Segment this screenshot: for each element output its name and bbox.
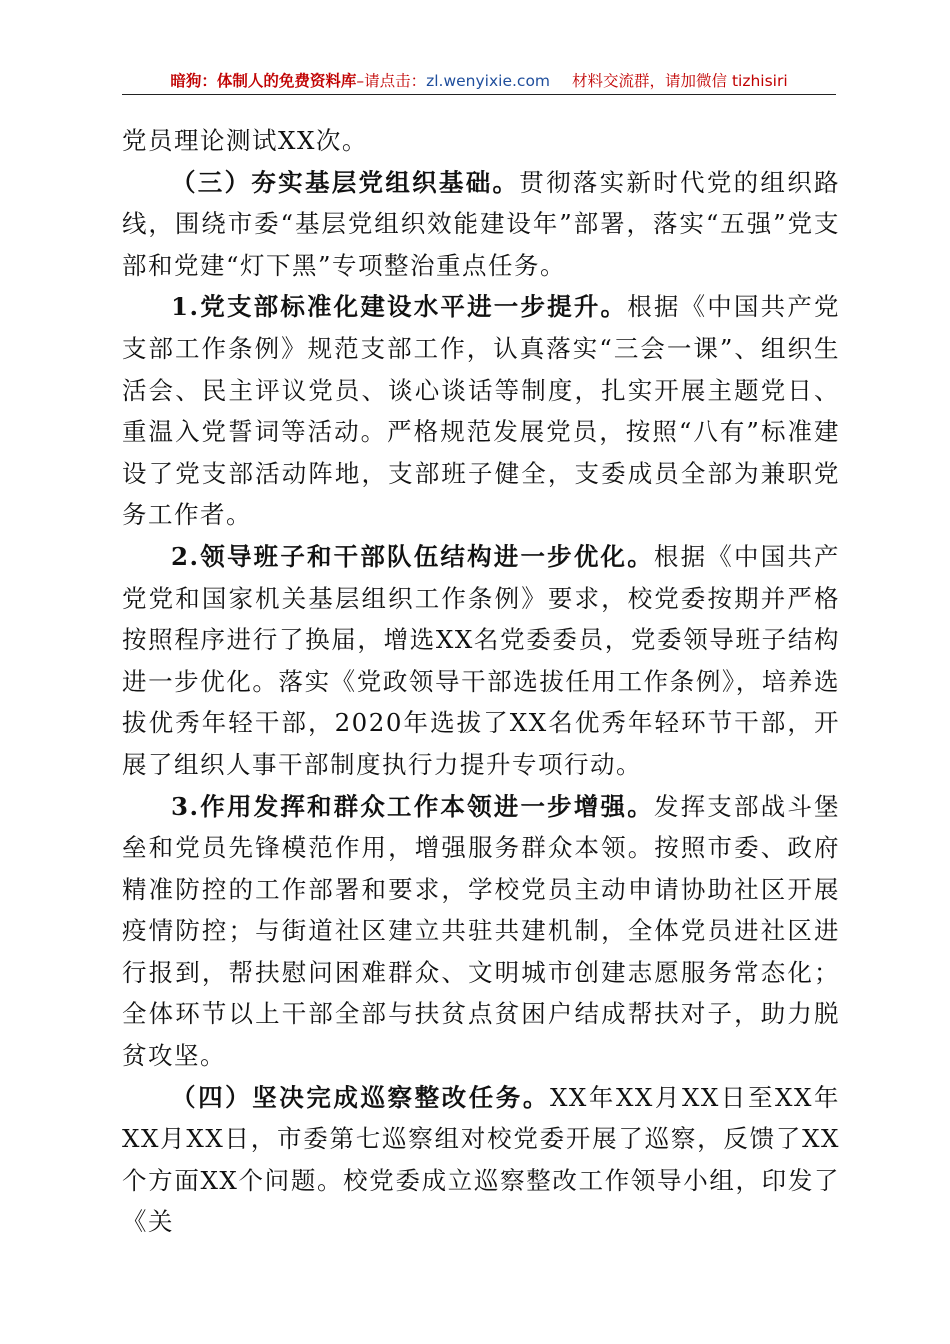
paragraph-1 bbox=[122, 120, 840, 162]
paragraph-lead: 3.作用发挥和群众工作本领进一步增强。 bbox=[171, 791, 654, 821]
paragraph-text: 根据《中国共产党党和国家机关基层组织工作条例》要求，校党委按期并严格按照程序进行了换届，增选XX名党委委员，党委领导班子结构进一步优化。落实《党政领导干部选拔任用工作条例》，培养选拔优秀年轻干部，2020年选拔了XX名优秀年轻环节干部，开展了组织人事干部制度执行力提升专项行动。 bbox=[122, 541, 841, 779]
paragraph-6 bbox=[122, 1077, 840, 1243]
paragraph-text: 根据《中国共产党支部工作条例》规范支部工作，认真落实“三会一课”、组织生活会、民主评议党员、谈心谈话等制度，扎实开展主题党日、重温入党誓词等活动。严格规范发展党员，按照“八有”标准建设了党支部活动阵地，支部班子健全，支委成员全部为兼职党务工作者。 bbox=[122, 292, 841, 530]
paragraph-2 bbox=[122, 162, 840, 287]
paragraph-lead: （三）夯实基层党组织基础。 bbox=[171, 167, 520, 197]
paragraph-text: 贯彻落实新时代党的组织路线，围绕市委“基层党组织效能建设年”部署，落实“五强”党支部和党建“灯下黑”专项整治重点任务。 bbox=[122, 167, 841, 280]
paragraph-4 bbox=[122, 536, 840, 786]
paragraph-lead: （四）坚决完成巡察整改任务。 bbox=[171, 1082, 550, 1112]
page-header bbox=[122, 68, 836, 94]
header-title: 暗狗：体制人的免费资料库 bbox=[170, 72, 357, 90]
paragraph-lead: 2.领导班子和干部队伍结构进一步优化。 bbox=[171, 541, 654, 571]
header-prompt: –请点击： bbox=[356, 72, 427, 90]
paragraph-text: XX年XX月XX日至XX年XX月XX日，市委第七巡察组对校党委开展了巡察，反馈了XX个方面XX个问题。校党委成立巡察整改工作领导小组，印发了《关 bbox=[122, 1082, 841, 1237]
paragraph-5 bbox=[122, 786, 840, 1077]
paragraph-text: 发挥支部战斗堡垒和党员先锋模范作用，增强服务群众本领。按照市委、政府精准防控的工作部署和要求，学校党员主动申请协助社区开展疫情防控；与街道社区建立共驻共建机制，全体党员进社区进行报到，帮扶慰问困难群众、文明城市创建志愿服务常态化；全体环节以上干部全部与扶贫点贫困户结成帮扶对子，助力脱贫攻坚。 bbox=[122, 791, 841, 1071]
header-contact: 材料交流群，请加微信 tizhisiri bbox=[572, 72, 788, 90]
header-link[interactable]: zl.wenyixie.com bbox=[426, 72, 551, 90]
paragraph-lead: 1.党支部标准化建设水平进一步提升。 bbox=[171, 292, 628, 322]
paragraph-3 bbox=[122, 286, 840, 536]
header-divider bbox=[122, 94, 836, 95]
paragraph-text: 党员理论测试XX次。 bbox=[122, 126, 368, 155]
document-body bbox=[122, 120, 840, 1243]
